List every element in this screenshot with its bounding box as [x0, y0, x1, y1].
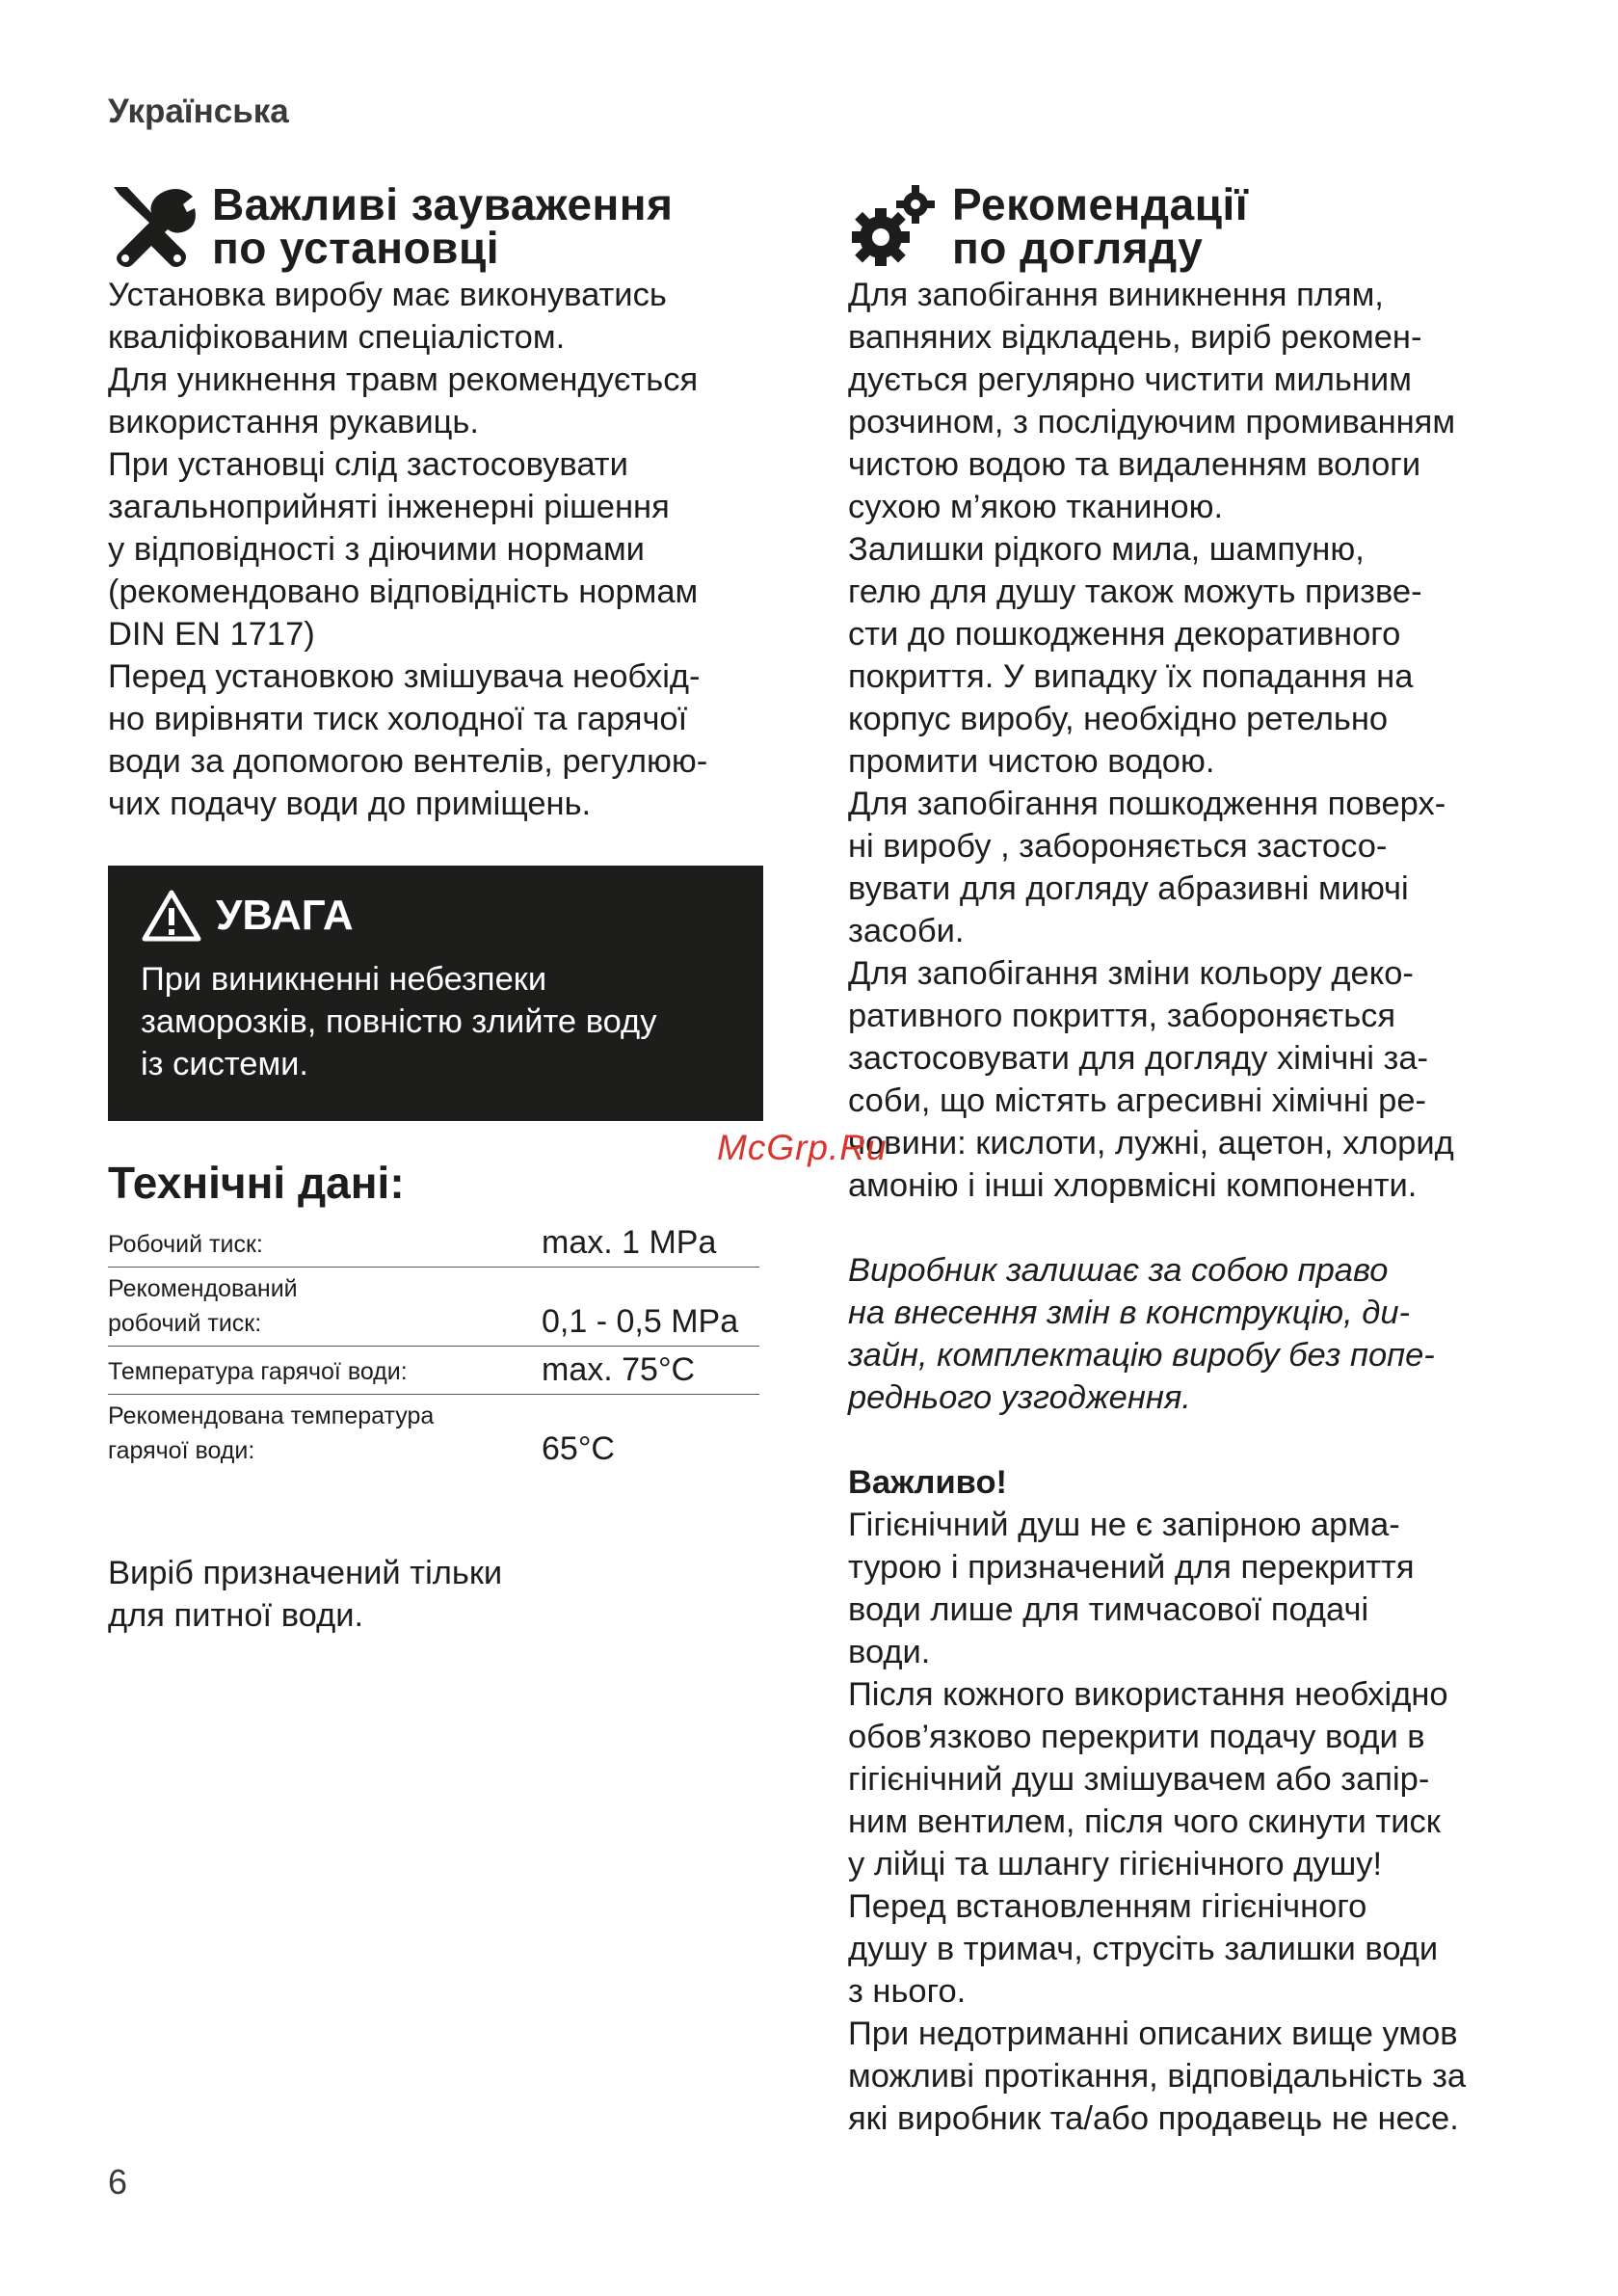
technical-table — [108, 1219, 759, 1473]
spec-value: 0,1 - 0,5 MPa — [542, 1303, 739, 1340]
warning-header — [141, 889, 730, 943]
important-title: Важливо! — [848, 1464, 1008, 1501]
spacer — [848, 1419, 1523, 1461]
spec-value: max. 75°C — [542, 1351, 696, 1388]
page-number: 6 — [108, 2162, 128, 2202]
watermark: McGrp.Ru — [717, 1128, 888, 1167]
care-section — [848, 179, 1523, 2140]
important-text: Гігієнічний душ не є запірною арма- турою і призначений для перекриття води лише для тимчасової подачі води. Після кожного використання необхідно обов’язково перекрити подачу води в гігієнічний душ змішувачем або запір- ним вентилем, після чого скинути тиск у лійці та шлангу гігієнічного душу! Перед встановленням гігієнічного душу в тримач, струсіть залишки води з нього. При недотриманні описаних вище умов можливі протікання, відповідальність за які виробник та/або продавець не несе. — [848, 1507, 1467, 2137]
drinking-water-note: Виріб призначений тільки для питної води. — [108, 1555, 503, 1634]
gears-icon — [848, 183, 937, 272]
manufacturer-note: Виробник залишає за собою право на внесення змін в конструкцію, ди- зайн, комплектацію виробу без попе- реднього узгодження. — [848, 1252, 1435, 1416]
spec-row-pressure — [108, 1219, 759, 1268]
spec-row-recommended-pressure — [108, 1268, 759, 1347]
installation-title: Важливі зауваження по установці — [212, 179, 674, 273]
language-label: Українська — [108, 93, 289, 130]
care-title: Рекомендації по догляду — [952, 179, 1249, 273]
care-header — [848, 179, 1523, 273]
spec-label: Рекомендований робочий тиск: — [108, 1275, 298, 1337]
spec-label: Температура гарячої води: — [108, 1358, 408, 1385]
installation-text: Установка виробу має виконуватись кваліфікованим спеціалістом. Для уникнення травм рекомендується використання рукавиць. При установці слід застосовувати загальноприйняті інженерні рішення у відповідності з діючими нормами (рекомендовано відповідність нормам DIN EN 1717) Перед установкою змішувача необхід- но вирівняти тиск холодної та гарячої води за допомогою вентелів, регулюю- чих подачу води до приміщень. — [108, 277, 708, 822]
spacer — [848, 1207, 1523, 1249]
care-text: Для запобігання виникнення плям, вапняних відкладень, виріб рекомен- дується регулярно чистити мильним розчином, з послідуючим промиванням чистою водою та видаленням вологи сухою м’якою тканиною. Залишки рідкого мила, шампуню, гелю для душу також можуть призве- сти до пошкодження декоративного покриття. У випадку їх попадання на корпус виробу, необхідно ретельно промити чистою водою. Для запобігання пошкодження поверх- ні виробу , забороняється застосо- вувати для догляду абразивні миючі засоби. Для запобігання зміни кольору деко- ративного покриття, забороняється застосовувати для догляду хімічні за- соби, що містять агресивні хімічні ре- човини: кислоти, лужні, ацетон, хлорид амонію і інші хлорвмісні компоненти. — [848, 277, 1456, 1204]
spec-value: 65°C — [542, 1430, 615, 1467]
tools-icon — [108, 183, 197, 272]
warning-triangle-icon — [141, 889, 202, 943]
spec-row-recommended-temp — [108, 1395, 759, 1473]
warning-box — [108, 866, 763, 1121]
technical-title: Технічні дані: — [108, 1158, 405, 1208]
installation-header — [108, 179, 763, 273]
installation-section — [108, 179, 763, 825]
warning-text: При виникненні небезпеки заморозків, повністю злийте воду із системи. — [141, 961, 657, 1082]
spec-value: max. 1 MPa — [542, 1224, 717, 1261]
warning-title: УВАГА — [216, 892, 354, 939]
spec-row-hot-water-temp — [108, 1347, 759, 1395]
spec-label: Рекомендована температура гарячої води: — [108, 1402, 435, 1464]
spec-label: Робочий тиск: — [108, 1231, 263, 1258]
